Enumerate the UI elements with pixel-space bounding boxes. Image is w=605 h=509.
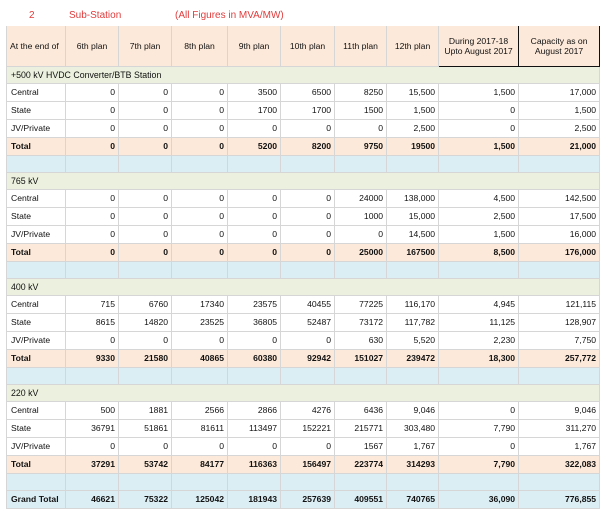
- row-label: State: [7, 420, 66, 438]
- value-cell: 0: [281, 332, 335, 350]
- value-cell: 8250: [335, 84, 387, 102]
- header-row: [7, 26, 600, 67]
- value-cell: 0: [172, 244, 228, 262]
- value-cell: 9330: [66, 350, 119, 368]
- value-cell: 23525: [172, 314, 228, 332]
- header-cell: Capacity as on August 2017: [519, 26, 600, 67]
- value-cell: 0: [66, 120, 119, 138]
- value-cell: 9,046: [519, 402, 600, 420]
- header-cell: 8th plan: [172, 26, 228, 67]
- value-cell: 138,000: [387, 190, 439, 208]
- value-cell: 84177: [172, 456, 228, 474]
- value-cell: 81611: [172, 420, 228, 438]
- row-label: Central: [7, 296, 66, 314]
- value-cell: 17,000: [519, 84, 600, 102]
- value-cell: 152221: [281, 420, 335, 438]
- value-cell: 9,046: [387, 402, 439, 420]
- value-cell: 311,270: [519, 420, 600, 438]
- value-cell: 500: [66, 402, 119, 420]
- value-cell: 116,170: [387, 296, 439, 314]
- value-cell: 23575: [228, 296, 281, 314]
- value-cell: 0: [66, 244, 119, 262]
- value-cell: 223774: [335, 456, 387, 474]
- table-row: [7, 438, 600, 456]
- row-label: JV/Private: [7, 438, 66, 456]
- value-cell: 0: [172, 208, 228, 226]
- value-cell: 25000: [335, 244, 387, 262]
- table-row: [7, 102, 600, 120]
- row-label: Central: [7, 402, 66, 420]
- value-cell: 156497: [281, 456, 335, 474]
- value-cell: 1500: [335, 102, 387, 120]
- value-cell: 1,500: [439, 84, 519, 102]
- value-cell: 1,767: [519, 438, 600, 456]
- value-cell: 303,480: [387, 420, 439, 438]
- value-cell: 0: [66, 226, 119, 244]
- value-cell: 0: [119, 438, 172, 456]
- total-row: [7, 456, 600, 474]
- row-label: Central: [7, 190, 66, 208]
- section-title: 220 kV: [7, 385, 600, 402]
- value-cell: 1881: [119, 402, 172, 420]
- title-row: [7, 7, 600, 26]
- value-cell: 11,125: [439, 314, 519, 332]
- value-cell: 0: [335, 120, 387, 138]
- value-cell: 1700: [228, 102, 281, 120]
- value-cell: 0: [228, 226, 281, 244]
- section-header-row: [7, 279, 600, 296]
- value-cell: 176,000: [519, 244, 600, 262]
- value-cell: 409551: [335, 491, 387, 509]
- total-row: [7, 350, 600, 368]
- header-cell: 11th plan: [335, 26, 387, 67]
- value-cell: 8615: [66, 314, 119, 332]
- value-cell: 1,500: [439, 226, 519, 244]
- row-label: Total: [7, 138, 66, 156]
- table-row: [7, 120, 600, 138]
- value-cell: 151027: [335, 350, 387, 368]
- sheet-title: Sub-Station: [66, 7, 172, 26]
- value-cell: 0: [66, 102, 119, 120]
- row-label: Total: [7, 456, 66, 474]
- value-cell: 17,500: [519, 208, 600, 226]
- row-label: State: [7, 314, 66, 332]
- value-cell: 740765: [387, 491, 439, 509]
- header-cell: 10th plan: [281, 26, 335, 67]
- table-row: [7, 402, 600, 420]
- value-cell: 314293: [387, 456, 439, 474]
- row-label: State: [7, 208, 66, 226]
- value-cell: 77225: [335, 296, 387, 314]
- value-cell: 5200: [228, 138, 281, 156]
- value-cell: 0: [439, 438, 519, 456]
- value-cell: 0: [228, 332, 281, 350]
- value-cell: 239472: [387, 350, 439, 368]
- value-cell: 0: [281, 208, 335, 226]
- section-title: +500 kV HVDC Converter/BTB Station: [7, 67, 600, 84]
- value-cell: 2,500: [387, 120, 439, 138]
- row-label: Total: [7, 244, 66, 262]
- section-header-row: [7, 385, 600, 402]
- value-cell: 0: [281, 120, 335, 138]
- value-cell: 0: [228, 244, 281, 262]
- total-row: [7, 138, 600, 156]
- value-cell: 0: [172, 138, 228, 156]
- value-cell: 0: [228, 120, 281, 138]
- value-cell: 257639: [281, 491, 335, 509]
- row-label: Grand Total: [7, 491, 66, 509]
- value-cell: 0: [119, 190, 172, 208]
- value-cell: 53742: [119, 456, 172, 474]
- value-cell: 215771: [335, 420, 387, 438]
- value-cell: 0: [66, 190, 119, 208]
- value-cell: 16,000: [519, 226, 600, 244]
- header-cell: At the end of: [7, 26, 66, 67]
- value-cell: 37291: [66, 456, 119, 474]
- row-label: JV/Private: [7, 332, 66, 350]
- value-cell: 128,907: [519, 314, 600, 332]
- value-cell: 51861: [119, 420, 172, 438]
- value-cell: 167500: [387, 244, 439, 262]
- header-cell: 6th plan: [66, 26, 119, 67]
- value-cell: 1,500: [439, 138, 519, 156]
- table-row: [7, 190, 600, 208]
- spacer-row: [7, 474, 600, 491]
- value-cell: 125042: [172, 491, 228, 509]
- value-cell: 21580: [119, 350, 172, 368]
- header-cell: 7th plan: [119, 26, 172, 67]
- value-cell: 6436: [335, 402, 387, 420]
- section-title: 400 kV: [7, 279, 600, 296]
- value-cell: 2566: [172, 402, 228, 420]
- value-cell: 15,500: [387, 84, 439, 102]
- value-cell: 0: [228, 438, 281, 456]
- table-row: [7, 332, 600, 350]
- value-cell: 1567: [335, 438, 387, 456]
- value-cell: 0: [335, 226, 387, 244]
- section-title: 765 kV: [7, 173, 600, 190]
- row-label: Total: [7, 350, 66, 368]
- value-cell: 113497: [228, 420, 281, 438]
- value-cell: 4,500: [439, 190, 519, 208]
- value-cell: 0: [281, 190, 335, 208]
- value-cell: 0: [66, 84, 119, 102]
- value-cell: 0: [281, 244, 335, 262]
- value-cell: 1000: [335, 208, 387, 226]
- value-cell: 0: [66, 332, 119, 350]
- total-row: [7, 244, 600, 262]
- value-cell: 0: [66, 208, 119, 226]
- value-cell: 15,000: [387, 208, 439, 226]
- table-row: [7, 296, 600, 314]
- value-cell: 0: [172, 102, 228, 120]
- value-cell: 40865: [172, 350, 228, 368]
- header-cell: During 2017-18 Upto August 2017: [439, 26, 519, 67]
- value-cell: 121,115: [519, 296, 600, 314]
- spacer-row: [7, 156, 600, 173]
- row-label: JV/Private: [7, 120, 66, 138]
- substation-table: [6, 6, 600, 509]
- value-cell: 0: [172, 226, 228, 244]
- value-cell: 36,090: [439, 491, 519, 509]
- value-cell: 0: [119, 208, 172, 226]
- row-label: Central: [7, 84, 66, 102]
- table-row: [7, 226, 600, 244]
- substation-sheet: [6, 6, 600, 509]
- table-row: [7, 84, 600, 102]
- value-cell: 2,500: [439, 208, 519, 226]
- value-cell: 142,500: [519, 190, 600, 208]
- value-cell: 0: [439, 102, 519, 120]
- table-row: [7, 420, 600, 438]
- value-cell: 6760: [119, 296, 172, 314]
- value-cell: 14,500: [387, 226, 439, 244]
- section-header-row: [7, 173, 600, 190]
- value-cell: 0: [172, 190, 228, 208]
- value-cell: 715: [66, 296, 119, 314]
- table-body: [7, 7, 600, 509]
- section-number: 2: [7, 7, 66, 26]
- value-cell: 0: [66, 438, 119, 456]
- value-cell: 0: [119, 102, 172, 120]
- value-cell: 6500: [281, 84, 335, 102]
- value-cell: 117,782: [387, 314, 439, 332]
- value-cell: 46621: [66, 491, 119, 509]
- value-cell: 0: [281, 226, 335, 244]
- value-cell: 73172: [335, 314, 387, 332]
- value-cell: 19500: [387, 138, 439, 156]
- value-cell: 0: [281, 438, 335, 456]
- value-cell: 257,772: [519, 350, 600, 368]
- value-cell: 322,083: [519, 456, 600, 474]
- value-cell: 4276: [281, 402, 335, 420]
- value-cell: 1,500: [519, 102, 600, 120]
- value-cell: 21,000: [519, 138, 600, 156]
- value-cell: 1,767: [387, 438, 439, 456]
- value-cell: 14820: [119, 314, 172, 332]
- value-cell: 2,230: [439, 332, 519, 350]
- value-cell: 1,500: [387, 102, 439, 120]
- value-cell: 0: [119, 226, 172, 244]
- value-cell: 18,300: [439, 350, 519, 368]
- table-row: [7, 314, 600, 332]
- value-cell: 181943: [228, 491, 281, 509]
- value-cell: 0: [439, 402, 519, 420]
- value-cell: 36805: [228, 314, 281, 332]
- value-cell: 40455: [281, 296, 335, 314]
- row-label: State: [7, 102, 66, 120]
- spacer-row: [7, 368, 600, 385]
- value-cell: 24000: [335, 190, 387, 208]
- value-cell: 3500: [228, 84, 281, 102]
- value-cell: 5,520: [387, 332, 439, 350]
- header-cell: 9th plan: [228, 26, 281, 67]
- value-cell: 0: [439, 120, 519, 138]
- value-cell: 0: [172, 84, 228, 102]
- value-cell: 0: [172, 438, 228, 456]
- value-cell: 0: [228, 208, 281, 226]
- value-cell: 2,500: [519, 120, 600, 138]
- value-cell: 75322: [119, 491, 172, 509]
- value-cell: 0: [172, 332, 228, 350]
- section-header-row: [7, 67, 600, 84]
- value-cell: 8,500: [439, 244, 519, 262]
- value-cell: 92942: [281, 350, 335, 368]
- value-cell: 0: [228, 190, 281, 208]
- value-cell: 0: [119, 332, 172, 350]
- units-note: (All Figures in MVA/MW): [172, 7, 387, 26]
- value-cell: 36791: [66, 420, 119, 438]
- value-cell: 7,790: [439, 456, 519, 474]
- value-cell: 7,750: [519, 332, 600, 350]
- value-cell: 0: [119, 120, 172, 138]
- value-cell: 60380: [228, 350, 281, 368]
- value-cell: 1700: [281, 102, 335, 120]
- value-cell: 7,790: [439, 420, 519, 438]
- value-cell: 630: [335, 332, 387, 350]
- value-cell: 776,855: [519, 491, 600, 509]
- value-cell: 116363: [228, 456, 281, 474]
- table-row: [7, 208, 600, 226]
- header-cell: 12th plan: [387, 26, 439, 67]
- row-label: JV/Private: [7, 226, 66, 244]
- value-cell: 17340: [172, 296, 228, 314]
- value-cell: 52487: [281, 314, 335, 332]
- value-cell: 9750: [335, 138, 387, 156]
- value-cell: 4,945: [439, 296, 519, 314]
- value-cell: 0: [119, 84, 172, 102]
- value-cell: 0: [119, 244, 172, 262]
- value-cell: 0: [119, 138, 172, 156]
- grand-total-row: [7, 491, 600, 509]
- value-cell: 2866: [228, 402, 281, 420]
- value-cell: 8200: [281, 138, 335, 156]
- value-cell: 0: [172, 120, 228, 138]
- spacer-row: [7, 262, 600, 279]
- value-cell: 0: [66, 138, 119, 156]
